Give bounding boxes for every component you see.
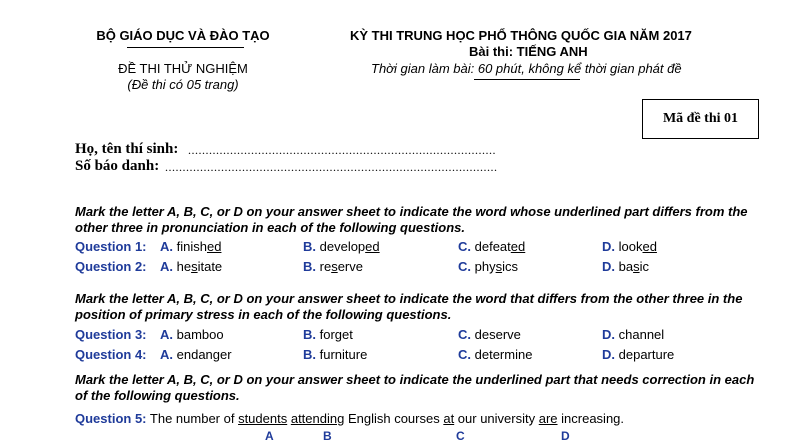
option-c[interactable]: C. physics	[458, 259, 518, 274]
candidate-name-label: Họ, tên thí sinh:	[75, 141, 179, 157]
option-d[interactable]: D. basic	[602, 259, 649, 274]
question-label: Question 2:	[75, 259, 147, 274]
q5-mark-a: A	[265, 429, 274, 443]
option-d[interactable]: D. departure	[602, 347, 675, 362]
option-a[interactable]: A. bamboo	[160, 327, 224, 342]
underlined-part-c[interactable]: at	[443, 411, 455, 426]
question-3	[75, 326, 755, 344]
option-b[interactable]: B. forget	[303, 327, 353, 342]
q5-mark-b: B	[323, 429, 332, 443]
option-b[interactable]: B. furniture	[303, 347, 368, 362]
option-a[interactable]: A. endanger	[160, 347, 232, 362]
section-1-instruction: Mark the letter A, B, C, or D on your answer sheet to indicate the word whose underlined part differs from the other three in pronunciation in each of the following questions.	[75, 204, 748, 235]
underlined-part-d[interactable]: are	[538, 411, 558, 426]
ministry-underline	[127, 47, 244, 48]
duration: Thời gian làm bài: 60 phút, không kể thời gian phát đề	[371, 61, 682, 76]
option-d[interactable]: D. channel	[602, 327, 665, 342]
option-c[interactable]: C. determine	[458, 347, 533, 362]
exam-code-box: Mã đề thi 01	[642, 99, 759, 139]
option-d[interactable]: D. looked	[602, 239, 657, 254]
candidate-id-field[interactable]: ...............................................................................................	[165, 160, 498, 174]
question-1	[75, 238, 755, 256]
candidate-id-label: Số báo danh:	[75, 158, 160, 174]
question-5-text: The number of students attending English courses at our university are increasing.	[149, 411, 625, 426]
option-a[interactable]: A. finished	[160, 239, 222, 254]
question-2	[75, 258, 755, 276]
option-c[interactable]: C. defeated	[458, 239, 526, 254]
question-label: Question 4:	[75, 347, 147, 362]
exam-type: ĐỀ THI THỬ NGHIỆM	[118, 61, 248, 76]
q5-mark-c: C	[456, 429, 465, 443]
question-label: Question 3:	[75, 327, 147, 342]
duration-underline	[474, 79, 580, 80]
section-2-instruction: Mark the letter A, B, C, or D on your answer sheet to indicate the word that differs from the other three in the position of primary stress in each of the following questions.	[75, 291, 743, 322]
question-label: Question 5:	[75, 411, 147, 426]
question-label: Question 1:	[75, 239, 147, 254]
question-4	[75, 346, 755, 364]
underlined-part-b[interactable]: attending	[290, 411, 345, 426]
underlined-part-a[interactable]: students	[238, 411, 288, 426]
candidate-name-field[interactable]: ........................................................................................	[188, 143, 496, 157]
subject: Bài thi: TIẾNG ANH	[469, 44, 588, 59]
question-5	[75, 410, 755, 428]
option-b[interactable]: B. reserve	[303, 259, 363, 274]
section-3-instruction: Mark the letter A, B, C, or D on your answer sheet to indicate the underlined part that needs correction in each of the following questions.	[75, 372, 755, 403]
option-a[interactable]: A. hesitate	[160, 259, 223, 274]
page-count: (Đề thi có 05 trang)	[127, 77, 239, 92]
option-c[interactable]: C. deserve	[458, 327, 521, 342]
q5-mark-d: D	[561, 429, 570, 443]
ministry-name: BỘ GIÁO DỤC VÀ ĐÀO TẠO	[96, 28, 270, 43]
option-b[interactable]: B. developed	[303, 239, 380, 254]
exam-name: KỲ THI TRUNG HỌC PHỔ THÔNG QUỐC GIA NĂM 2017	[350, 28, 692, 43]
